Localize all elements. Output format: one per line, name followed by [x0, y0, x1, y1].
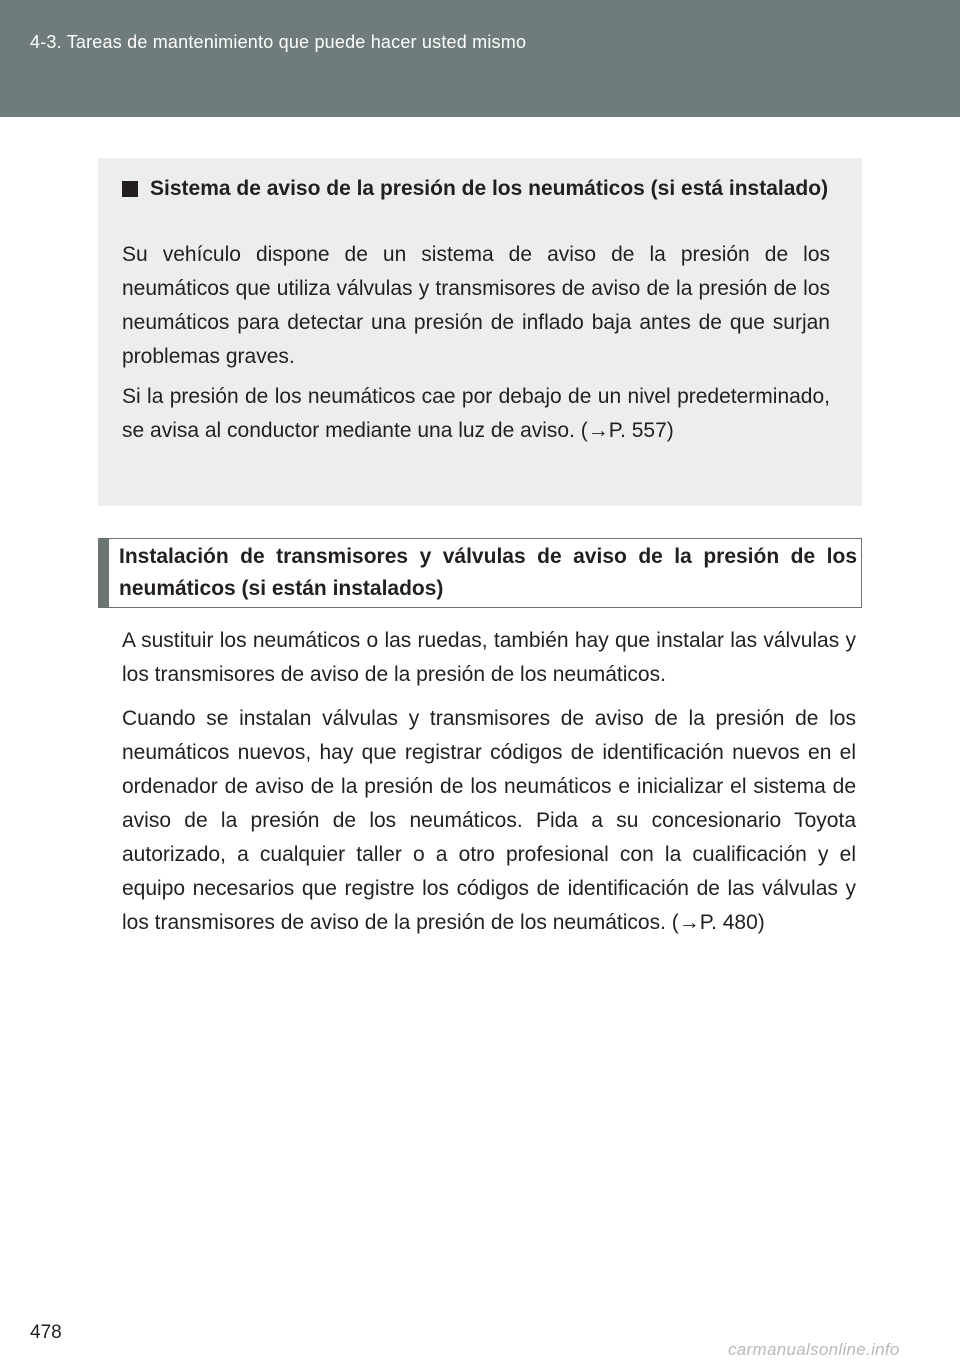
note-heading-text: Sistema de aviso de la presión de los neumáticos (si está instalado): [150, 177, 829, 200]
chapter-title: 4-3. Tareas de mantenimiento que puede hacer usted mismo: [30, 32, 527, 52]
section-accent-bar: [99, 539, 109, 607]
page-header: [0, 0, 960, 117]
page-number: 478: [30, 1322, 62, 1343]
note-paragraph: Si la presión de los neumáticos cae por debajo de un nivel predeterminado, se avisa al conductor mediante una luz de aviso. (→P. 557): [122, 385, 830, 442]
note-heading: [122, 172, 830, 206]
section-title: Instalación de transmisores y válvulas de aviso de la presión de los neumáticos (si están instalados): [119, 545, 857, 600]
section-heading-box: [98, 538, 862, 608]
note-paragraph: Su vehículo dispone de un sistema de aviso de la presión de los neumáticos que utiliza válvulas y transmisores de aviso de la presión de los neumáticos para detectar una presión de inflado baja antes de que surjan problemas graves.: [122, 243, 830, 368]
body-paragraph: Cuando se instalan válvulas y transmisores de aviso de la presión de los neumáticos nuevos, hay que registrar códigos de identificación nuevos en el ordenador de aviso de la presión de los neumáticos e inicializar el sistema de aviso de la presión de los neumáticos. Pida a su concesionario Toyota autorizado, a cualquier taller o a otro profesional con la cualificación y el equipo necesarios que registre los códigos de identificación de las válvulas y los transmisores de aviso de la presión de los neumáticos. (→P. 480): [122, 707, 856, 934]
body-paragraph: A sustituir los neumáticos o las ruedas, también hay que instalar las válvulas y los transmisores de aviso de la presión de los neumáticos.: [122, 629, 856, 686]
square-bullet-icon: [122, 181, 138, 197]
watermark: carmanualsonline.info: [728, 1340, 900, 1359]
